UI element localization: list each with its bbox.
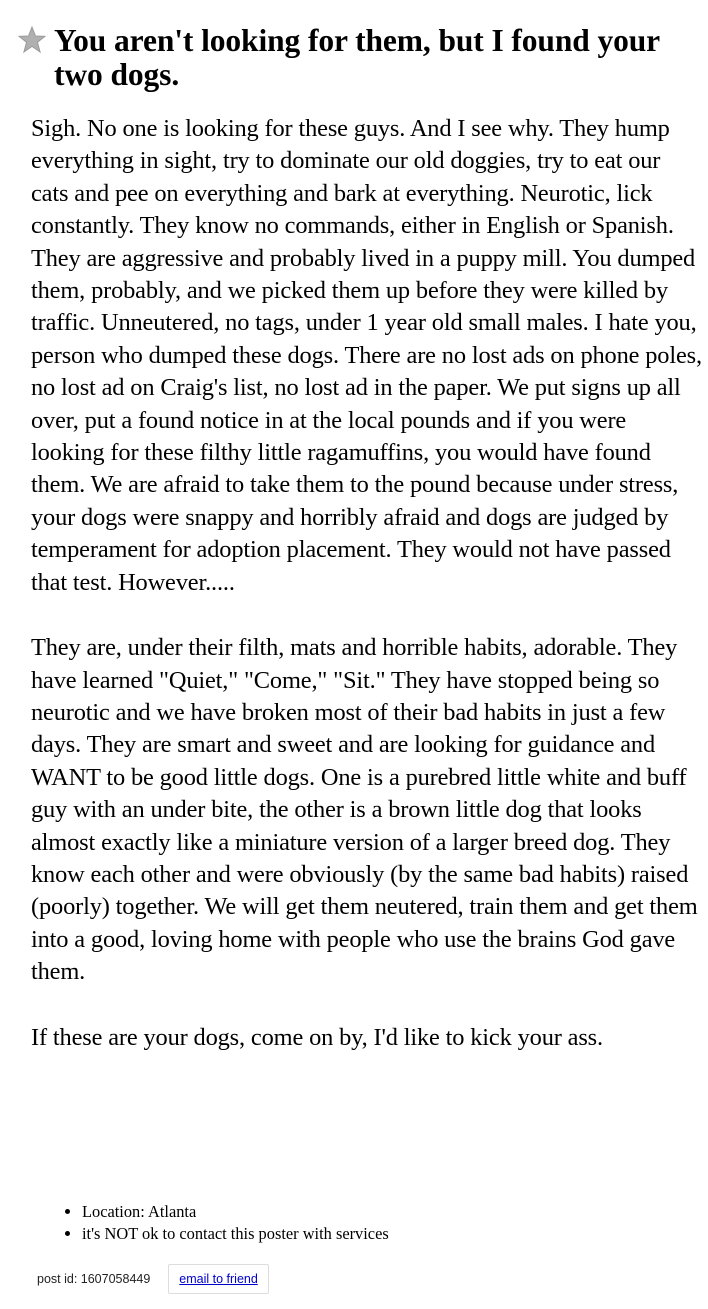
attribute-contact-policy: • it's NOT ok to contact this poster with services: [82, 1223, 389, 1245]
email-to-friend-link[interactable]: email to friend: [168, 1264, 269, 1294]
post-id: post id: 1607058449: [37, 1272, 151, 1286]
posting-footer: [27, 1264, 269, 1294]
body-paragraph-3: If these are your dogs, come on by, I'd like to kick your ass.: [31, 1023, 603, 1051]
star-icon[interactable]: [18, 26, 46, 54]
body-paragraph-2: They are, under their filth, mats and horrible habits, adorable. They have learned "Quiet," "Come," "Sit." They have stopped being so neurotic and we have broken most of their bad habits in just a few days. They are smart and sweet and are looking for guidance and WANT to be good little dogs. One is a purebred little white and buff guy with an under bite, the other is a brown little dog that looks almost exactly like a miniature version of a larger breed dog. They know each other and were obviously (by the same bad habits) raised (poorly) together. We will get them neutered, train them and get them into a good, loving home with people who use the brains God gave them.: [31, 634, 698, 986]
posting-attributes: [60, 1201, 389, 1245]
body-paragraph-1: Sigh. No one is looking for these guys. And I see why. They hump everything in sight, try to dominate our old doggies, try to eat our cats and pee on everything and bark at everything. Neurotic, lick constantly. They know no commands, either in English or Spanish. They are aggressive and probably lived in a puppy mill. You dumped them, probably, and we picked them up before they were killed by traffic. Unneutered, no tags, under 1 year old small males. I hate you, person who dumped these dogs. There are no lost ads on phone poles, no lost ad on Craig's list, no lost ad in the paper. We put signs up all over, put a found notice in at the local pounds and if you were looking for these filthy little ragamuffins, you would have found them. We are afraid to take them to the pound because under stress, your dogs were snappy and horribly afraid and dogs are judged by temperament for adoption placement. They would not have passed that test. However.....: [31, 115, 702, 596]
posting-header: [18, 24, 688, 92]
posting-body: [31, 113, 703, 1054]
posting-title: You aren't looking for them, but I found your two dogs.: [54, 23, 660, 92]
attribute-location: • Location: Atlanta: [82, 1201, 389, 1223]
